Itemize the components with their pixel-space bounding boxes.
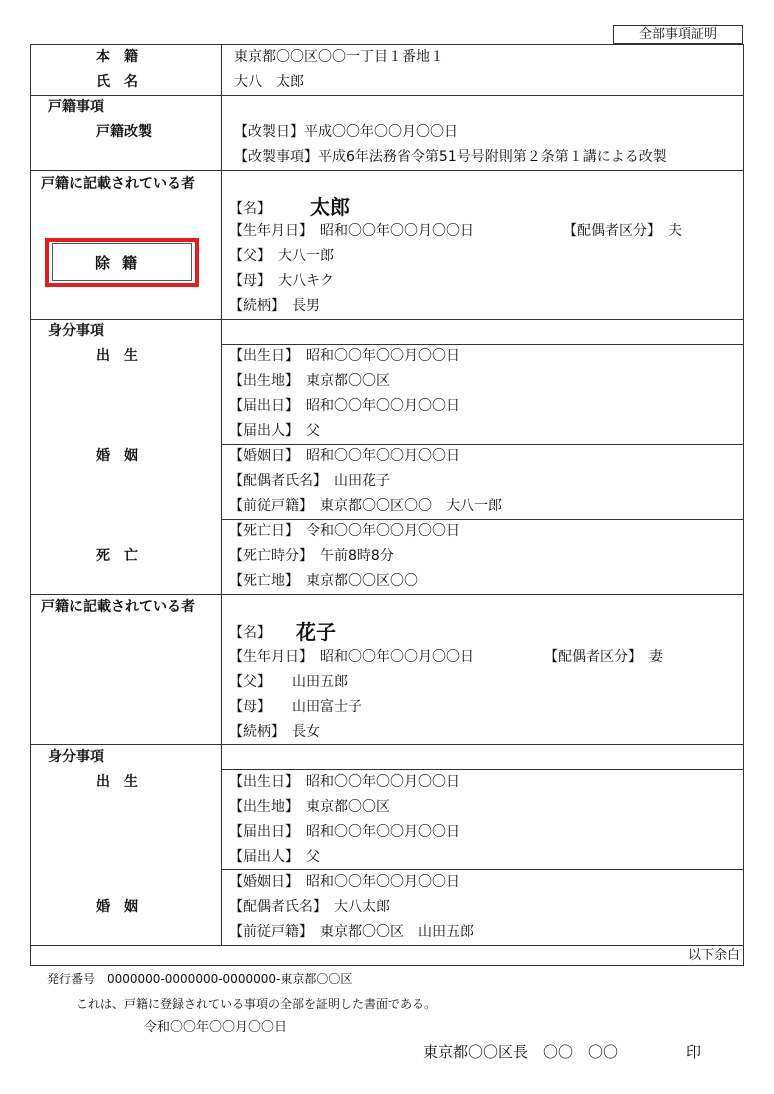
person2-birthdate: 【生年月日】 昭和〇〇年〇〇月〇〇日 — [229, 649, 474, 665]
sub-row-divider — [221, 344, 744, 345]
person2-relation: 【続柄】 長女 — [229, 724, 320, 740]
person1-death-label: 死 亡 — [96, 548, 138, 564]
person2-name: 花子 — [296, 620, 336, 644]
row-divider — [30, 594, 744, 595]
person2-marriage-line: 【婚姻日】 昭和〇〇年〇〇月〇〇日 — [229, 874, 460, 890]
koseki-kaisei-label: 戸籍改製 — [96, 124, 152, 140]
honseki-label: 本 籍 — [96, 49, 138, 65]
person1-birth-line: 【届出人】 父 — [229, 423, 320, 439]
row-divider — [30, 744, 744, 745]
issue-number: 発行番号 0000000-0000000-0000000-東京都〇〇区 — [47, 972, 353, 986]
person2-marriage-line: 【前従戸籍】 東京都〇〇区 山田五郎 — [229, 924, 474, 940]
person2-heading: 戸籍に記載されている者 — [41, 599, 195, 615]
person1-death-line: 【死亡地】 東京都〇〇区〇〇 — [229, 573, 418, 589]
person2-mibun-heading: 身分事項 — [48, 749, 104, 765]
shimei-label: 氏 名 — [96, 74, 138, 90]
person1-name: 太郎 — [310, 195, 350, 219]
person2-marriage-line: 【配偶者氏名】 大八太郎 — [229, 899, 390, 915]
sub-row-divider — [221, 869, 744, 870]
person1-death-line: 【死亡日】 令和〇〇年〇〇月〇〇日 — [229, 523, 460, 539]
person1-marriage-label: 婚 姻 — [96, 448, 138, 464]
shimei-value: 大八 太郎 — [234, 74, 304, 90]
issue-date: 令和〇〇年〇〇月〇〇日 — [144, 1020, 288, 1035]
sub-row-divider — [221, 444, 744, 445]
ika-yohaku: 以下余白 — [687, 948, 740, 963]
person2-birth-line: 【出生日】 昭和〇〇年〇〇月〇〇日 — [229, 774, 460, 790]
column-divider — [221, 44, 222, 946]
kaisei-matter: 【改製事項】平成6年法務省令第51号号附則第２条第１講による改製 — [234, 149, 667, 165]
seal: 印 — [686, 1043, 702, 1061]
person2-marriage-label: 婚 姻 — [96, 899, 138, 915]
person1-mother: 【母】 大八キク — [229, 273, 334, 289]
person1-marriage-line: 【前従戸籍】 東京都〇〇区〇〇 大八一郎 — [229, 498, 502, 514]
person2-father: 【父】 山田五郎 — [229, 674, 348, 690]
row-divider — [30, 945, 744, 946]
person1-marriage-line: 【配偶者氏名】 山田花子 — [229, 473, 390, 489]
sub-row-divider — [221, 769, 744, 770]
person2-birth-line: 【届出日】 昭和〇〇年〇〇月〇〇日 — [229, 824, 460, 840]
person1-heading: 戸籍に記載されている者 — [41, 176, 195, 192]
person1-spouse-kubun: 【配偶者区分】 夫 — [563, 223, 682, 239]
person1-birth-line: 【出生日】 昭和〇〇年〇〇月〇〇日 — [229, 348, 460, 364]
row-divider — [30, 170, 744, 171]
koseki-jiko-heading: 戸籍事項 — [48, 99, 104, 115]
signer: 東京都〇〇区長 〇〇 〇〇 — [423, 1043, 619, 1061]
honseki-value: 東京都〇〇区〇〇一丁目１番地１ — [234, 49, 444, 65]
person1-death-line: 【死亡時分】 午前8時8分 — [229, 548, 394, 564]
person2-birth-label: 出 生 — [96, 774, 138, 790]
person1-birth-label: 出 生 — [96, 348, 138, 364]
person1-birthdate: 【生年月日】 昭和〇〇年〇〇月〇〇日 — [229, 223, 474, 239]
sub-row-divider — [221, 519, 744, 520]
person1-birth-line: 【出生地】 東京都〇〇区 — [229, 373, 390, 389]
kaisei-date: 【改製日】平成〇〇年〇〇月〇〇日 — [234, 124, 458, 140]
person2-mother: 【母】 山田富士子 — [229, 699, 362, 715]
certificate-type-label: 全部事項証明 — [613, 25, 743, 44]
person1-father: 【父】 大八一郎 — [229, 248, 334, 264]
joseki-stamp-label: 除籍 — [52, 243, 192, 281]
person1-birth-line: 【届出日】 昭和〇〇年〇〇月〇〇日 — [229, 398, 460, 414]
row-divider — [30, 319, 744, 320]
person2-birth-line: 【出生地】 東京都〇〇区 — [229, 799, 390, 815]
person1-marriage-line: 【婚姻日】 昭和〇〇年〇〇月〇〇日 — [229, 448, 460, 464]
row-divider — [30, 95, 744, 96]
certification-text: これは、戸籍に登録されている事項の全部を証明した書面である。 — [76, 997, 437, 1011]
person2-birth-line: 【届出人】 父 — [229, 849, 320, 865]
person1-mibun-heading: 身分事項 — [48, 323, 104, 339]
person2-name-label: 【名】 — [229, 625, 271, 641]
person2-spouse-kubun: 【配偶者区分】 妻 — [544, 649, 663, 665]
person1-relation: 【続柄】 長男 — [229, 298, 320, 314]
person1-name-label: 【名】 — [229, 201, 271, 217]
